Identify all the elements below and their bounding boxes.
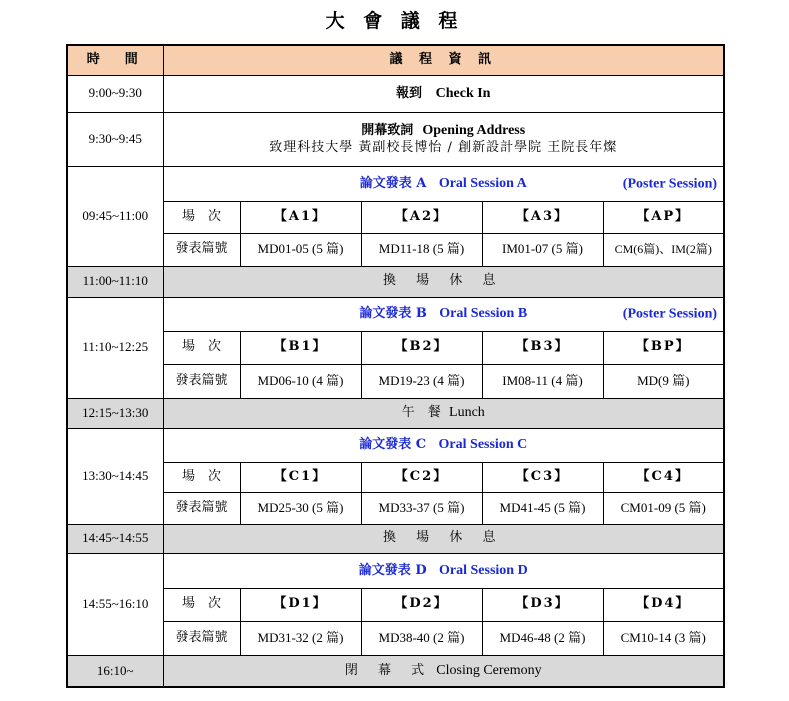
papers-a3: IM01-07 (5 篇) [482, 233, 603, 266]
papers-d2: MD38-40 (2 篇) [361, 621, 482, 655]
room-label: 場 次 [163, 588, 240, 621]
room-ap: 【AP】 [603, 201, 724, 233]
opening-zh: 開幕致詞 [361, 123, 414, 139]
closing-en: Closing Ceremony [436, 663, 542, 678]
session-b-papers [67, 364, 724, 398]
session-b-rooms [67, 331, 724, 364]
checkin-zh: 報到 [396, 85, 423, 101]
papers-b3: IM08-11 (4 篇) [482, 364, 603, 398]
opening-speakers: 致理科技大學 黃副校長博怡 / 創新設計學院 王院長年燦 [269, 139, 618, 155]
papers-label: 發表篇號 [163, 233, 240, 266]
checkin-row [67, 75, 724, 112]
session-b-time: 11:10~12:25 [67, 297, 163, 398]
papers-b1: MD06-10 (4 篇) [240, 364, 361, 398]
session-c-zh: 論文發表 C [359, 437, 427, 453]
opening-row [67, 112, 724, 166]
session-c-time: 13:30~14:45 [67, 428, 163, 524]
break2-time: 14:45~14:55 [67, 524, 163, 553]
break1-row [67, 266, 724, 297]
info-header: 議 程 資 訊 [163, 45, 724, 75]
room-b1: 【B1】 [240, 331, 361, 364]
session-a-rooms [67, 201, 724, 233]
lunch-en: Lunch [449, 405, 485, 421]
opening-cell [163, 112, 724, 166]
session-c-en: Oral Session C [438, 437, 528, 453]
session-b-en: Oral Session B [439, 306, 528, 322]
header-row [67, 45, 724, 75]
opening-en: Opening Address [422, 123, 526, 139]
room-d3: 【D3】 [482, 588, 603, 621]
checkin-cell [163, 75, 724, 112]
papers-bp: MD(9 篇) [603, 364, 724, 398]
session-c-title-row [67, 428, 724, 462]
room-a1: 【A1】 [240, 201, 361, 233]
session-a-time: 09:45~11:00 [67, 166, 163, 266]
session-d-time: 14:55~16:10 [67, 553, 163, 655]
papers-d4: CM10-14 (3 篇) [603, 621, 724, 655]
session-d-zh: 論文發表 D [358, 562, 427, 578]
room-d1: 【D1】 [240, 588, 361, 621]
session-a-papers [67, 233, 724, 266]
agenda-table [66, 44, 725, 688]
room-c4: 【C4】 [603, 462, 724, 492]
papers-a2: MD11-18 (5 篇) [361, 233, 482, 266]
session-d-papers [67, 621, 724, 655]
opening-time: 9:30~9:45 [67, 112, 163, 166]
closing-row [67, 655, 724, 687]
session-d-en: Oral Session D [439, 562, 528, 578]
session-b-poster: (Poster Session) [622, 306, 718, 322]
break2-label: 換 場 休 息 [163, 524, 724, 553]
closing-zh: 閉 幕 式 [344, 663, 433, 678]
lunch-zh: 午 餐 [401, 405, 441, 421]
room-label: 場 次 [163, 331, 240, 364]
room-a2: 【A2】 [361, 201, 482, 233]
room-c3: 【C3】 [482, 462, 603, 492]
page-title: 大 會 議 程 [325, 10, 464, 32]
room-label: 場 次 [163, 462, 240, 492]
session-d-rooms [67, 588, 724, 621]
time-header: 時 間 [67, 45, 163, 75]
session-d-title [163, 553, 724, 588]
room-b3: 【B3】 [482, 331, 603, 364]
room-label: 場 次 [163, 201, 240, 233]
papers-b2: MD19-23 (4 篇) [361, 364, 482, 398]
closing-time: 16:10~ [67, 655, 163, 687]
papers-label: 發表篇號 [163, 364, 240, 398]
session-b-zh: 論文發表 B [359, 306, 427, 322]
papers-ap: CM(6篇)、IM(2篇) [603, 233, 724, 266]
room-d4: 【D4】 [603, 588, 724, 621]
papers-label: 發表篇號 [163, 621, 240, 655]
papers-d1: MD31-32 (2 篇) [240, 621, 361, 655]
session-c-papers [67, 492, 724, 524]
lunch-time: 12:15~13:30 [67, 398, 163, 428]
session-a-poster: (Poster Session) [622, 175, 718, 191]
room-bp: 【BP】 [603, 331, 724, 364]
break2-row [67, 524, 724, 553]
checkin-time: 9:00~9:30 [67, 75, 163, 112]
break1-label: 換 場 休 息 [163, 266, 724, 297]
papers-d3: MD46-48 (2 篇) [482, 621, 603, 655]
papers-c3: MD41-45 (5 篇) [482, 492, 603, 524]
room-b2: 【B2】 [361, 331, 482, 364]
session-b-title-row [67, 297, 724, 331]
session-a-title-row [67, 166, 724, 201]
session-a-en: Oral Session A [438, 175, 527, 191]
papers-c4: CM01-09 (5 篇) [603, 492, 724, 524]
room-c2: 【C2】 [361, 462, 482, 492]
session-a-zh: 論文發表 A [359, 175, 427, 191]
room-d2: 【D2】 [361, 588, 482, 621]
room-a3: 【A3】 [482, 201, 603, 233]
papers-c1: MD25-30 (5 篇) [240, 492, 361, 524]
lunch-row [67, 398, 724, 428]
session-c-rooms [67, 462, 724, 492]
room-c1: 【C1】 [240, 462, 361, 492]
session-c-title [163, 428, 724, 462]
session-a-title [163, 166, 724, 201]
checkin-en: Check In [435, 85, 491, 101]
session-d-title-row [67, 553, 724, 588]
lunch-cell [163, 398, 724, 428]
papers-label: 發表篇號 [163, 492, 240, 524]
session-b-title [163, 297, 724, 331]
papers-c2: MD33-37 (5 篇) [361, 492, 482, 524]
papers-a1: MD01-05 (5 篇) [240, 233, 361, 266]
break1-time: 11:00~11:10 [67, 266, 163, 297]
closing-cell [163, 655, 724, 687]
